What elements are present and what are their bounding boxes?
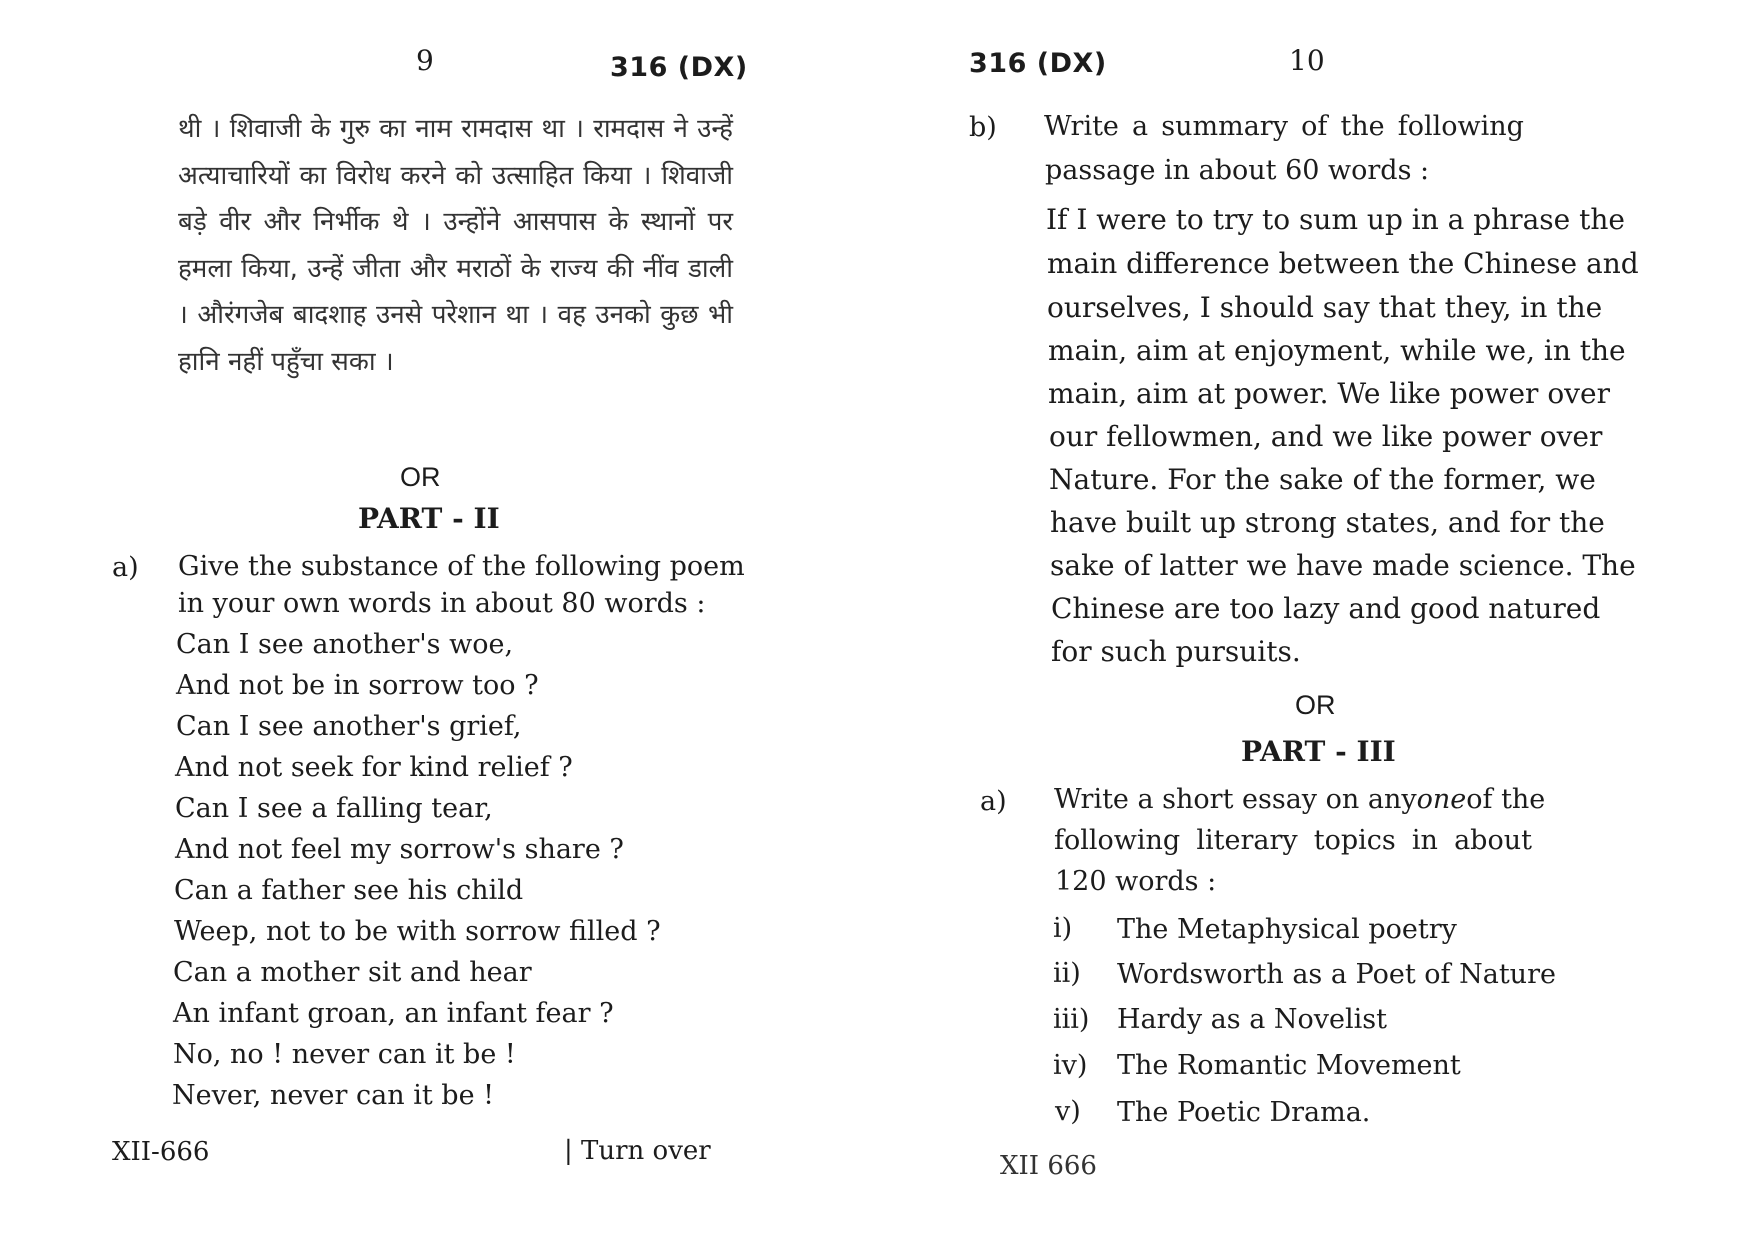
topic-number: ii) <box>1053 958 1081 989</box>
topic-number: iv) <box>1053 1050 1088 1081</box>
topic-text: Wordsworth as a Poet of Nature <box>1117 959 1556 990</box>
question-instruction: Write a summary of the following <box>1044 111 1524 142</box>
question-label: b) <box>969 112 997 143</box>
poem-line: An infant groan, an infant fear ? <box>173 998 614 1029</box>
passage-line: for such pursuits. <box>1051 635 1301 668</box>
passage-line: sake of latter we have made science. The <box>1050 549 1636 582</box>
question-instruction: following literary topics in about <box>1054 825 1532 856</box>
right-page <box>877 0 1754 1241</box>
poem-line: Weep, not to be with sorrow filled ? <box>174 916 661 947</box>
question-instruction-line: 120 words : <box>1055 866 1217 897</box>
hindi-passage: थी । शिवाजी के गुरु का नाम रामदास था । रामदास ने उन्हें अत्याचारियों का विरोध करने को उत्साहित किया । शिवाजी बड़े वीर और निर्भीक थे । उन्होंने आसपास के स्थानों पर हमला किया, उन्हें जीता और मराठों के राज्य की नींव डाली । औरंगजेब बादशाह उनसे परेशान था । वह उनको कुछ भी हानि नहीं पहुँचा सका । <box>178 114 733 377</box>
or-separator: OR <box>1295 690 1336 720</box>
question-instruction <box>178 548 745 622</box>
topic-text: The Romantic Movement <box>1117 1050 1461 1081</box>
poem-line: And not be in sorrow too ? <box>176 670 539 701</box>
passage-line: main, aim at enjoyment, while we, in the <box>1048 334 1626 367</box>
passage-line: main difference between the Chinese and <box>1047 247 1639 280</box>
paper-code: 316 (DX) <box>610 52 748 83</box>
part-heading: PART - III <box>1241 735 1396 768</box>
topic-number: i) <box>1053 913 1073 944</box>
topic-text: Hardy as a Novelist <box>1117 1004 1387 1035</box>
topic-text: The Metaphysical poetry <box>1117 914 1457 945</box>
footer-code: XII-666 <box>112 1137 210 1167</box>
question-label: a) <box>112 552 139 583</box>
passage-line: have built up strong states, and for the <box>1050 506 1605 539</box>
poem-line: Can I see another's grief, <box>176 711 522 742</box>
poem-line: And not feel my sorrow's share ? <box>175 834 624 865</box>
or-separator: OR <box>400 462 441 492</box>
instruction-line: in your own words in about 80 words : <box>178 588 706 619</box>
passage-line: ourselves, I should say that they, in the <box>1047 291 1603 324</box>
page-number: 9 <box>416 44 434 77</box>
passage-line: Chinese are too lazy and good natured <box>1051 592 1601 625</box>
question-instruction: Write a short essay on any one of the <box>1054 784 1546 815</box>
poem-line: No, no ! never can it be ! <box>173 1039 516 1070</box>
paper-code: 316 (DX) <box>969 48 1107 79</box>
poem-line: Can a father see his child <box>174 875 524 906</box>
poem-line: And not seek for kind relief ? <box>175 752 573 783</box>
question-label: a) <box>980 786 1007 817</box>
poem-line: Can I see a falling tear, <box>175 793 493 824</box>
passage-line: main, aim at power. We like power over <box>1048 377 1610 410</box>
topic-number: v) <box>1055 1096 1081 1127</box>
footer-code: XII 666 <box>1000 1151 1097 1181</box>
turn-over-note: | Turn over <box>564 1136 711 1166</box>
topic-number: iii) <box>1053 1004 1090 1035</box>
page-number: 10 <box>1289 44 1325 77</box>
passage-line: our fellowmen, and we like power over <box>1049 420 1603 453</box>
poem-line: Never, never can it be ! <box>172 1080 494 1111</box>
part-heading: PART - II <box>358 502 500 535</box>
passage-line: Nature. For the sake of the former, we <box>1049 463 1596 496</box>
question-instruction-line: passage in about 60 words : <box>1045 155 1430 186</box>
instruction-line: Give the substance of the following poem <box>178 551 745 582</box>
topic-text: The Poetic Drama. <box>1117 1097 1371 1128</box>
passage-line: If I were to try to sum up in a phrase the <box>1046 203 1625 236</box>
poem-line: Can a mother sit and hear <box>173 957 532 988</box>
poem-line: Can I see another's woe, <box>176 629 514 660</box>
